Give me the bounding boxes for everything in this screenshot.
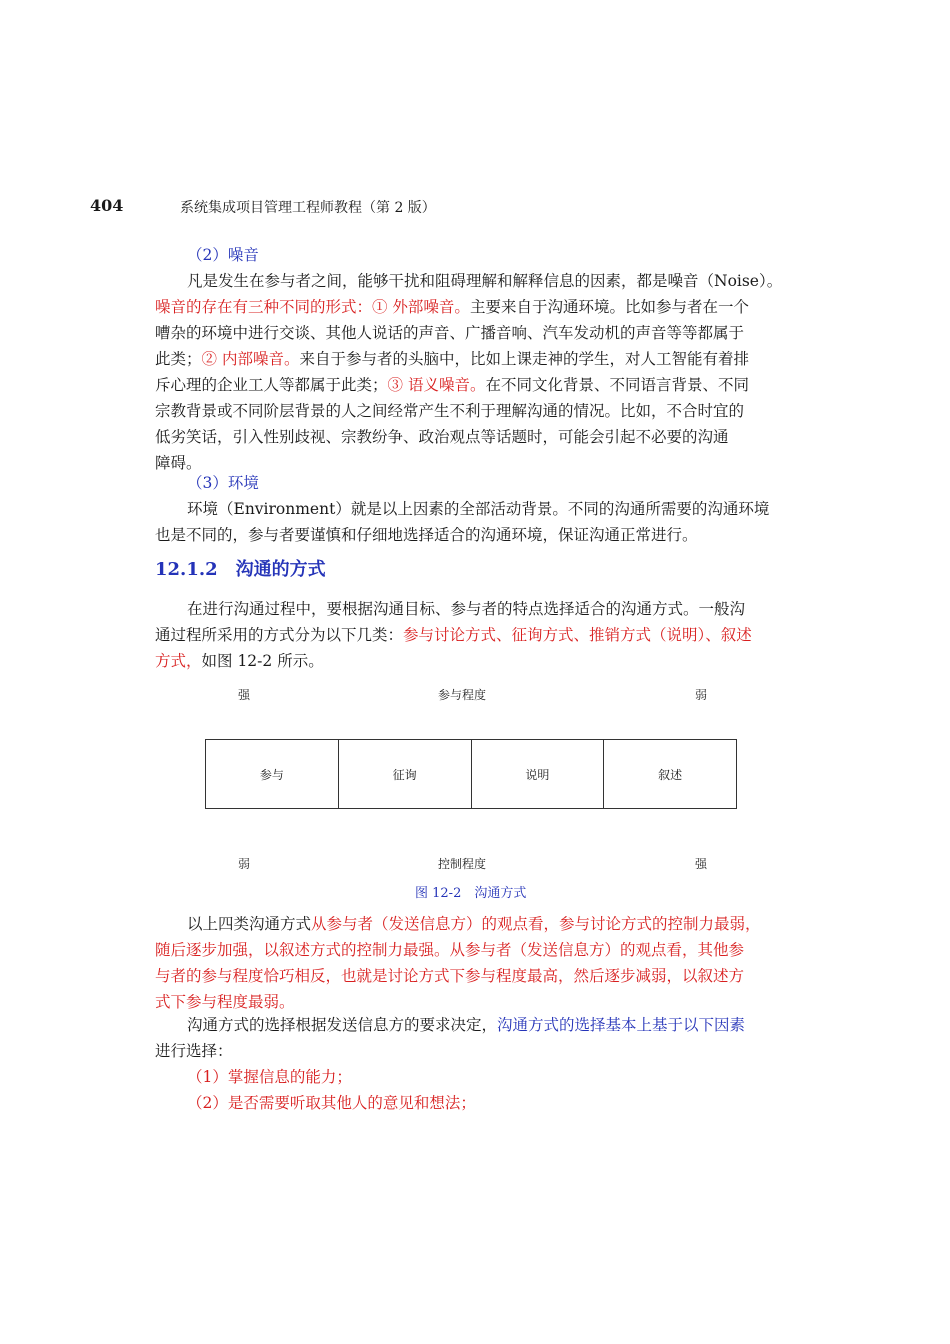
text-line — [155, 372, 795, 398]
text-segment: 此类； — [155, 350, 202, 368]
diagram-bottom-right-label: 强 — [695, 857, 708, 871]
text-segment: 与者的参与程度恰巧相反，也就是讨论方式下参与程度最高，然后逐步减弱，以叙述方 — [155, 967, 745, 985]
text-segment: ② 内部噪音。 — [201, 350, 300, 368]
text-segment: 以上四类沟通方式 — [187, 915, 312, 933]
page-number: 404 — [90, 196, 124, 215]
text-segment: 在不同文化背景、不同语言背景、不同 — [485, 376, 749, 394]
text-segment: 低劣笑话，引入性别歧视、宗教纷争、政治观点等话题时，可能会引起不必要的沟通 — [155, 428, 729, 446]
section-heading — [155, 555, 326, 581]
selection-item-1: （1）掌握信息的能力； — [187, 1068, 352, 1086]
text-line — [187, 911, 827, 937]
figure-caption: 图 12-2 沟通方式 — [415, 886, 527, 901]
diagram-box-participate: 参与 — [206, 740, 339, 808]
text-segment: 方式， — [155, 652, 202, 670]
text-line — [155, 294, 795, 320]
text-segment: 进行选择： — [155, 1042, 233, 1060]
text-segment: 沟通方式的选择根据发送信息方的要求决定， — [187, 1016, 498, 1034]
diagram-bottom-left-label: 弱 — [238, 857, 251, 871]
diagram-box-narrate: 叙述 — [658, 767, 683, 782]
diagram-box-explain: 说明 — [472, 740, 605, 808]
text-segment: 主要来自于沟通环境。比如参与者在一个 — [469, 298, 749, 316]
text-segment: 嘈杂的环境中进行交谈、其他人说话的声音、广播音响、汽车发动机的声音等等都属于 — [155, 324, 745, 342]
section-number: 12.1.2 — [155, 559, 218, 580]
text-line — [155, 937, 795, 963]
text-line — [155, 522, 795, 548]
text-segment: 来自于参与者的头脑中，比如上课走神的学生，对人工智能有着排 — [299, 350, 749, 368]
communication-modes-diagram — [205, 739, 737, 809]
text-line — [187, 268, 827, 294]
text-line — [187, 596, 827, 622]
text-line — [155, 963, 795, 989]
text-line — [155, 346, 795, 372]
diagram-bottom-center-label: 控制程度 — [438, 857, 487, 871]
text-segment: 随后逐步加强，以叙述方式的控制力最强。从参与者（发送信息方）的观点看，其他参 — [155, 941, 745, 959]
diagram-box-consult: 征询 — [339, 740, 472, 808]
running-title: 系统集成项目管理工程师教程（第 2 版） — [180, 200, 436, 216]
text-line — [187, 496, 827, 522]
text-segment: 式下参与程度最弱。 — [155, 993, 295, 1011]
text-segment: 从参与者（发送信息方）的观点看，参与讨论方式的控制力最弱， — [311, 915, 761, 933]
text-segment: 如图 12-2 所示。 — [201, 652, 324, 670]
section-title: 沟通的方式 — [235, 559, 326, 580]
text-segment: 也是不同的，参与者要谨慎和仔细地选择适合的沟通环境，保证沟通正常进行。 — [155, 526, 698, 544]
text-segment: 沟通方式的选择基本上基于以下因素 — [497, 1016, 746, 1034]
diagram-top-left-label: 强 — [238, 688, 251, 702]
text-segment: 在进行沟通过程中，要根据沟通目标、参与者的特点选择适合的沟通方式。一般沟 — [187, 600, 746, 618]
text-line — [155, 622, 795, 648]
text-line — [155, 424, 795, 450]
selection-item-2: （2）是否需要听取其他人的意见和想法； — [187, 1094, 476, 1112]
text-segment: 斥心理的企业工人等都属于此类； — [155, 376, 388, 394]
noise-heading: （2）噪音 — [187, 246, 259, 264]
text-segment: 通过程所采用的方式分为以下几类： — [155, 626, 404, 644]
text-segment: 噪音的存在有三种不同的形式：① 外部噪音。 — [155, 298, 470, 316]
environment-heading: （3）环境 — [187, 474, 259, 492]
text-line — [155, 320, 795, 346]
text-segment: 环境（Environment）就是以上因素的全部活动背景。不同的沟通所需要的沟通环境 — [187, 500, 770, 518]
text-line — [187, 1012, 827, 1038]
diagram-top-center-label: 参与程度 — [438, 688, 487, 702]
text-segment: 凡是发生在参与者之间，能够干扰和阻碍理解和解释信息的因素，都是噪音（Noise）。 — [187, 272, 783, 290]
text-segment: 障碍。 — [155, 454, 202, 472]
diagram-top-right-label: 弱 — [695, 688, 708, 702]
text-segment: ③ 语义噪音。 — [387, 376, 486, 394]
text-line — [155, 1038, 795, 1064]
text-segment: 参与讨论方式、征询方式、推销方式（说明）、叙述 — [403, 626, 752, 644]
text-line — [155, 648, 795, 674]
text-line — [155, 398, 795, 424]
text-segment: 宗教背景或不同阶层背景的人之间经常产生不利于理解沟通的情况。比如，不合时宜的 — [155, 402, 745, 420]
